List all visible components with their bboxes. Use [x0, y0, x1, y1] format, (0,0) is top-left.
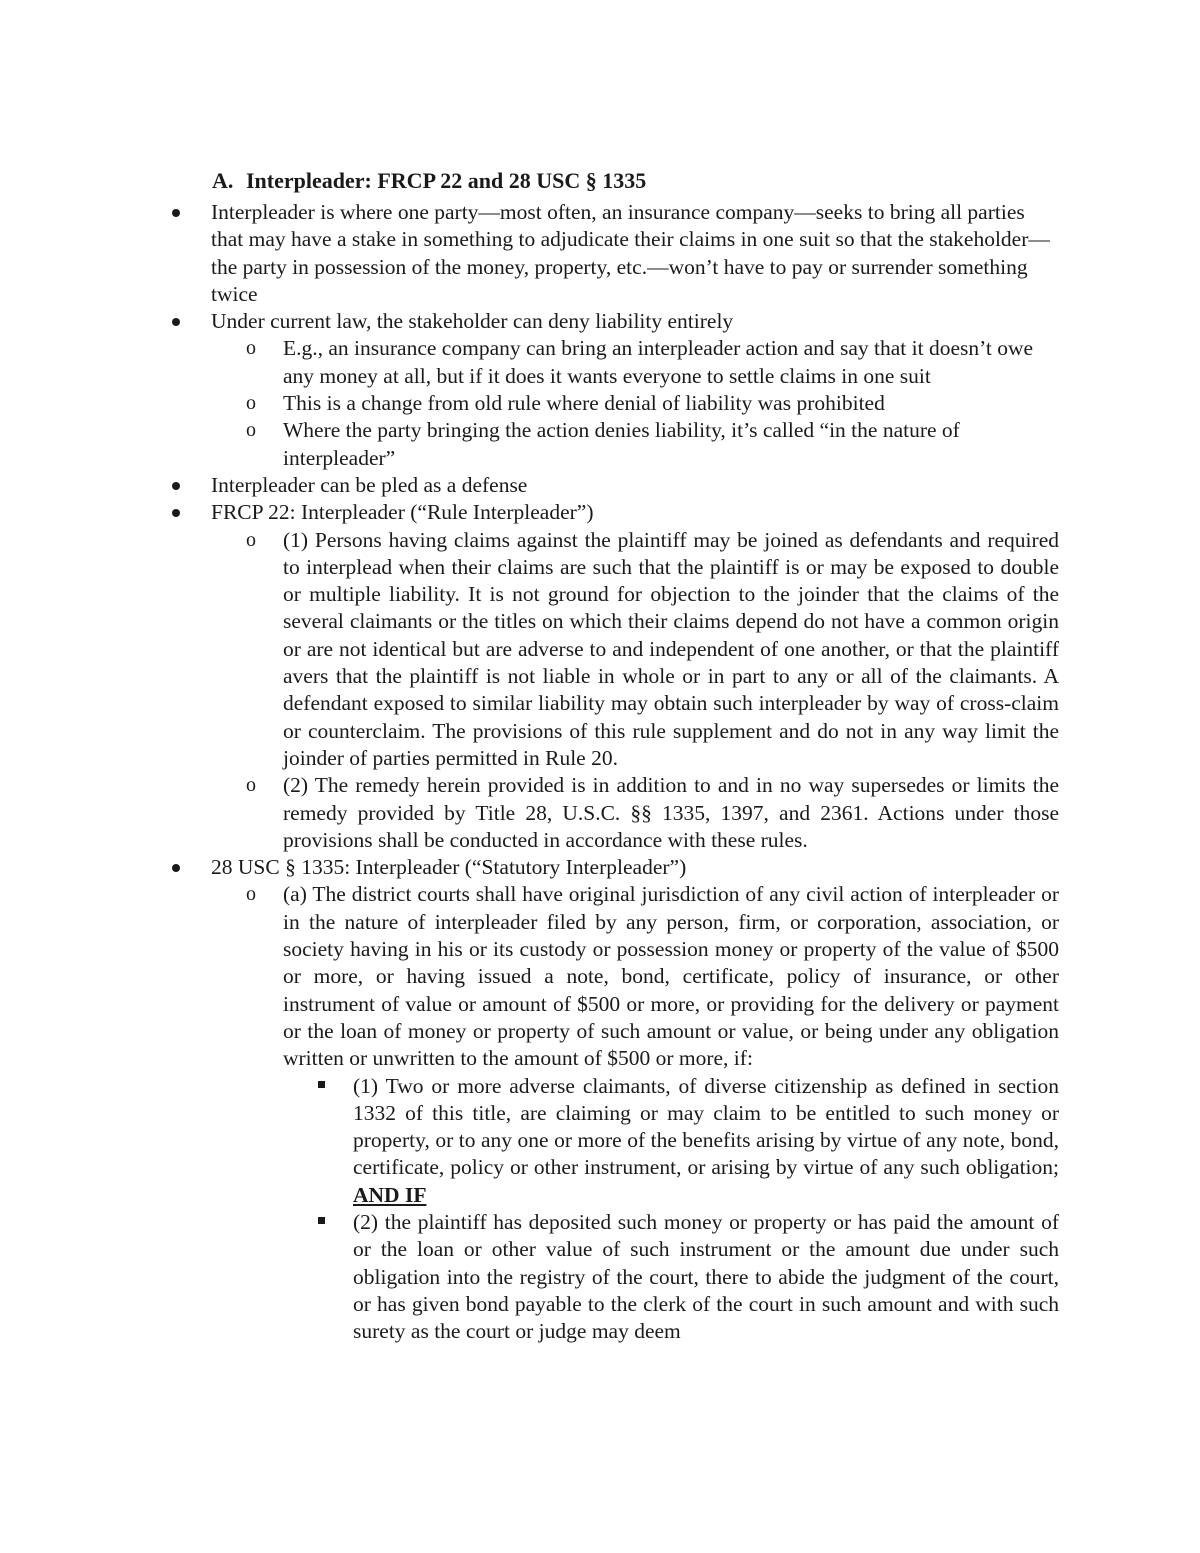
list-item: [0, 854, 1059, 881]
list-item-text: Interpleader can be pled as a defense: [211, 472, 528, 497]
bullet-circle-icon: o: [246, 419, 256, 442]
bullet-square: [318, 1217, 325, 1224]
bullet-disc-icon: [172, 308, 180, 335]
emphasis-text: AND IF: [353, 1182, 427, 1207]
bullet-square: [318, 1081, 325, 1088]
list-item-text: (1) Persons having claims against the plaintiff may be joined as defendants and required to interplead when their claims are such that the plaintiff is or may be exposed to double or multiple liability. It is not ground for objection to the joinder that the claims of the several claimants or the titles on which their claims depend do not have a common origin or are not identical but are adverse to and independent of one another, or that the plaintiff avers that the plaintiff is not liable in whole or in part to any or all of the claimants. A defendant exposed to similar liability may obtain such interpleader by way of cross-claim or counterclaim. The provisions of this rule supplement and do not in any way limit the joinder of parties permitted in Rule 20.: [283, 527, 1059, 770]
bullet-disc-icon: [172, 499, 180, 526]
bullet-square-icon: [318, 1073, 325, 1100]
list-item: [0, 199, 1059, 308]
list-item-text: Where the party bringing the action denies liability, it’s called “in the nature of interpleader”: [283, 418, 960, 470]
list-item: [0, 335, 1059, 390]
bullet-circle-icon: o: [246, 528, 256, 551]
bullet-disc-icon: [172, 199, 180, 226]
list-item: [0, 390, 1059, 417]
list-item: [0, 499, 1059, 526]
bullet-circle-icon: o: [246, 883, 256, 906]
list-item: [0, 417, 1059, 472]
list-item-text: (a) The district courts shall have original jurisdiction of any civil action of interpleader or in the nature of interpleader filed by any person, firm, or corporation, association, or society having in his or its custody or possession money or property of the value of $500 or more, or having issued a note, bond, certificate, policy of insurance, or other instrument of value or amount of $500 or more, or providing for the delivery or payment or the loan of money or property of such amount or value, or being under any obligation written or unwritten to the amount of $500 or more, if:: [283, 882, 1059, 1071]
list-item-text: (2) the plaintiff has deposited such money or property or has paid the amount of or the loan or other value of such instrument or the amount due under such obligation into the registry of the court, there to abide the judgment of the court, or has given bond payable to the clerk of the court in such amount and with such surety as the court or judge may deem: [353, 1209, 1059, 1344]
list-item-text: (2) The remedy herein provided is in addition to and in no way supersedes or limits the remedy provided by Title 28, U.S.C. §§ 1335, 1397, and 2361. Actions under those provisions shall be conducted in accordance with these rules.: [283, 773, 1059, 852]
list-item-text: FRCP 22: Interpleader (“Rule Interpleader”): [211, 500, 594, 525]
bullet-circle-icon: o: [246, 774, 256, 797]
list-item: [0, 1209, 1059, 1345]
list-item: [0, 308, 1059, 335]
outline-list: [0, 199, 1200, 1345]
list-item-text: E.g., an insurance company can bring an interpleader action and say that it doesn’t owe any money at all, but if it does it wants everyone to settle claims in one suit: [283, 336, 1034, 388]
bullet-square-icon: [318, 1209, 325, 1236]
bullet-disc-icon: [172, 854, 180, 881]
list-item-text: (1) Two or more adverse claimants, of diverse citizenship as defined in section 1332 of this title, are claiming or may claim to be entitled to such money or property, or to any one or more of the benefits arising by virtue of any note, bond, certificate, policy or other instrument, or arising by virtue of any such obligation;: [353, 1073, 1059, 1180]
bullet-dot: [172, 209, 180, 217]
bullet-dot: [172, 318, 180, 326]
list-item: [0, 527, 1059, 773]
list-item-text: Under current law, the stakeholder can deny liability entirely: [211, 309, 734, 334]
bullet-dot: [172, 482, 180, 490]
list-item: [0, 472, 1059, 499]
bullet-circle-icon: o: [246, 337, 256, 360]
list-item: [0, 881, 1059, 1072]
bullet-dot: [172, 864, 180, 872]
bullet-circle-icon: o: [246, 392, 256, 415]
list-item-text: Interpleader is where one party—most often, an insurance company—seeks to bring all parties that may have a stake in something to adjudicate their claims in one suit so that the stakeholder—the party in possession of the money, property, etc.—won’t have to pay or surrender something twice: [211, 200, 1050, 306]
section-letter: A.: [212, 168, 234, 193]
bullet-disc-icon: [172, 472, 180, 499]
list-item-text: 28 USC § 1335: Interpleader (“Statutory Interpleader”): [211, 855, 687, 880]
section-heading: [212, 167, 1072, 194]
bullet-dot: [172, 509, 180, 517]
list-item: [0, 772, 1059, 854]
list-item-text: This is a change from old rule where denial of liability was prohibited: [283, 391, 885, 416]
section-title: Interpleader: FRCP 22 and 28 USC § 1335: [246, 168, 647, 193]
list-item: [0, 1073, 1059, 1209]
